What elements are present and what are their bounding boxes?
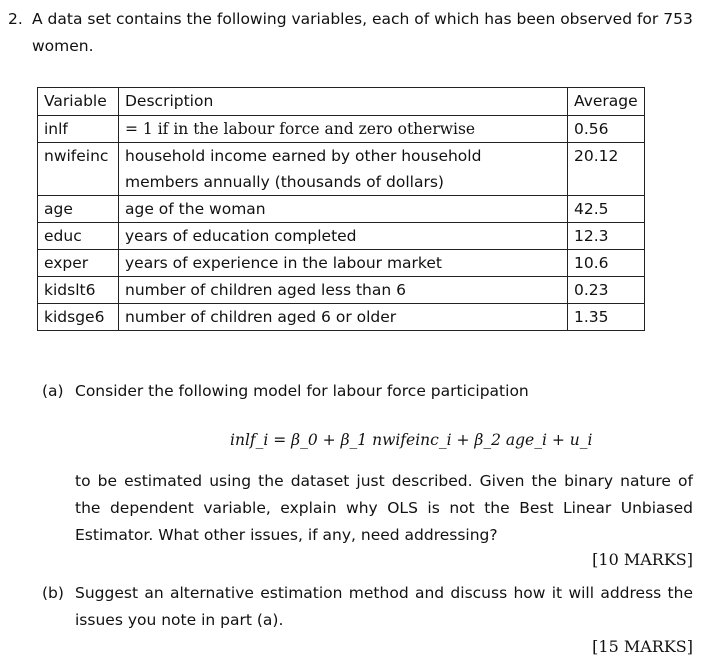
cell-description: age of the woman <box>119 196 568 223</box>
table-row <box>38 116 645 143</box>
header-description: Description <box>119 88 568 116</box>
part-b-label: (b) <box>42 584 64 602</box>
question-intro-line1 <box>8 6 696 33</box>
model-equation: inlf_i = β_0 + β_1 nwifeinc_i + β_2 age_i + u_i <box>230 431 593 449</box>
cell-variable: educ <box>38 223 119 250</box>
table-row <box>38 223 645 250</box>
table-row <box>38 143 645 196</box>
cell-variable: age <box>38 196 119 223</box>
table-row <box>38 250 645 277</box>
header-variable: Variable <box>38 88 119 116</box>
question-number: 2. <box>8 10 23 28</box>
table-header-row <box>38 88 645 116</box>
cell-variable: exper <box>38 250 119 277</box>
variables-table <box>37 87 645 331</box>
cell-average: 0.23 <box>568 277 645 304</box>
part-b-body: Suggest an alternative estimation method and discuss how it will address the issues you note in part (a). <box>75 584 693 629</box>
question-intro-line2: women. <box>32 37 94 55</box>
cell-description: = 1 if in the labour force and zero otherwise <box>119 116 568 143</box>
cell-average: 42.5 <box>568 196 645 223</box>
question-intro <box>8 6 696 60</box>
cell-variable: kidslt6 <box>38 277 119 304</box>
cell-description: years of experience in the labour market <box>119 250 568 277</box>
part-a-marks: [10 MARKS] <box>592 550 693 569</box>
cell-variable: nwifeinc <box>38 143 119 196</box>
part-b-marks: [15 MARKS] <box>592 637 693 656</box>
cell-description: number of children aged 6 or older <box>119 304 568 331</box>
table-row <box>38 277 645 304</box>
cell-variable: inlf <box>38 116 119 143</box>
table-row <box>38 196 645 223</box>
part-a-body: to be estimated using the dataset just described. Given the binary nature of the dependent variable, explain why OLS is not the Best Linear Unbiased Estimator. What other issues, if any, need addressing? <box>75 472 693 544</box>
cell-average: 0.56 <box>568 116 645 143</box>
header-average: Average <box>568 88 645 116</box>
cell-average: 1.35 <box>568 304 645 331</box>
part-a-intro: Consider the following model for labour force participation <box>75 382 529 400</box>
cell-average: 12.3 <box>568 223 645 250</box>
cell-description: number of children aged less than 6 <box>119 277 568 304</box>
part-a-label: (a) <box>42 382 64 400</box>
cell-variable: kidsge6 <box>38 304 119 331</box>
cell-description: years of education completed <box>119 223 568 250</box>
cell-average: 10.6 <box>568 250 645 277</box>
table-row <box>38 304 645 331</box>
cell-average: 20.12 <box>568 143 645 196</box>
question-intro-text: A data set contains the following variables, each of which has been observed for 753 <box>32 10 693 28</box>
cell-description: household income earned by other household members annually (thousands of dollars) <box>119 143 568 196</box>
